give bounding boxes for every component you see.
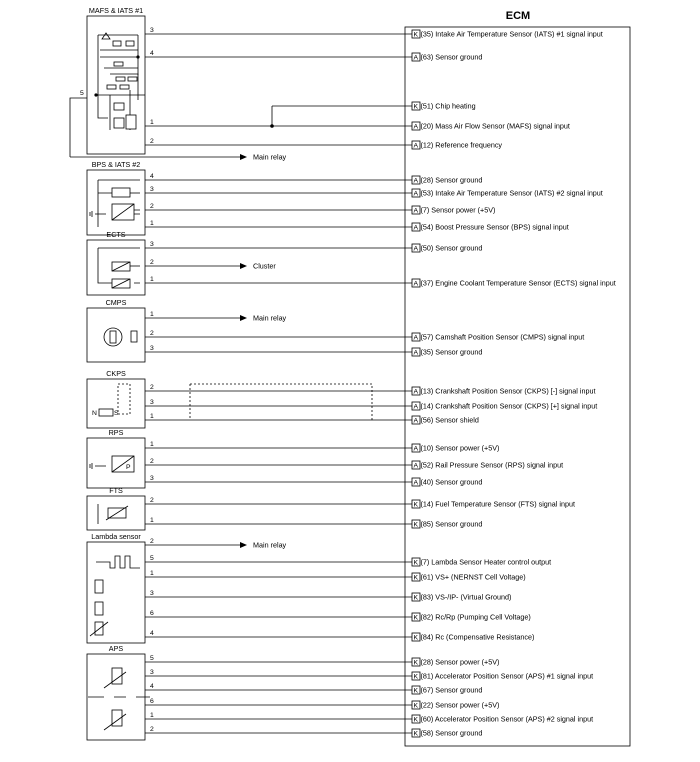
cmps-pin-3: 3 (150, 345, 154, 352)
lambda-pin-type: K (413, 574, 419, 582)
fts-pin-type: K (413, 521, 419, 529)
ecm-title: ECM (505, 10, 531, 22)
bps-title: BPS & IATS #2 (91, 160, 141, 169)
ckps-pin-type: A (413, 403, 419, 411)
ckps-ecm-label: (14) Crankshaft Position Sensor (CKPS) [+] signal input (420, 401, 598, 411)
lambda-ecm-label: (7) Lambda Sensor Heater control output (420, 557, 552, 567)
ckps-title: CKPS (106, 369, 126, 378)
ckps-ecm-label: (56) Sensor shield (420, 415, 479, 425)
bps-pin-type: A (413, 190, 419, 198)
lambda-pin-3: 3 (150, 590, 154, 597)
lambda-title: Lambda sensor (91, 532, 141, 541)
rps-ecm-label: (52) Rail Pressure Sensor (RPS) signal input (420, 460, 564, 470)
ckps-pin-type: A (413, 417, 419, 425)
arrow-label: Main relay (253, 152, 287, 162)
bps-ecm-label: (28) Sensor ground (420, 175, 483, 185)
lambda-pin-2: 2 (150, 538, 154, 545)
aps-pin-type: K (413, 659, 419, 667)
aps-pin-type: K (413, 687, 419, 695)
cmps-pin-type: A (413, 334, 419, 342)
mafs-pin-4: 4 (150, 50, 154, 57)
mafs-pin-type: A (413, 54, 419, 62)
aps-pin-type: K (413, 702, 419, 710)
cmps-title: CMPS (105, 298, 127, 307)
lambda-pin-5: 5 (150, 555, 154, 562)
aps-pin-type: K (413, 716, 419, 724)
aps-pin-6: 6 (150, 698, 154, 705)
aps-ecm-label: (22) Sensor power (+5V) (420, 700, 500, 710)
lambda-pin-1: 1 (150, 570, 154, 577)
mafs-pin-type: K (413, 31, 419, 39)
aps-pin-2: 2 (150, 726, 154, 733)
cmps-pin-1: 1 (150, 311, 154, 318)
mafs-title: MAFS & IATS #1 (88, 6, 144, 15)
bps-pin-type: A (413, 177, 419, 185)
ects-ecm-label: (37) Engine Coolant Temperature Sensor (ECTS) signal input (420, 278, 616, 288)
ckps-n-mark: N (92, 410, 97, 417)
arrow-label: Cluster (253, 261, 276, 271)
cmps-ecm-label: (57) Camshaft Position Sensor (CMPS) signal input (420, 332, 585, 342)
rps-ecm-label: (40) Sensor ground (420, 477, 483, 487)
bps-pin-2: 2 (150, 203, 154, 210)
aps-pin-3: 3 (150, 669, 154, 676)
ckps-pin-2: 2 (150, 384, 154, 391)
aps-pin-4: 4 (150, 683, 154, 690)
rps-pin-3: 3 (150, 475, 154, 482)
lambda-pin-6: 6 (150, 610, 154, 617)
rps-pin-type: A (413, 462, 419, 470)
ects-pin-type: A (413, 280, 419, 288)
mafs-pin-2: 2 (150, 138, 154, 145)
cmps-ecm-label: (35) Sensor ground (420, 347, 483, 357)
lambda-ecm-label: (84) Rc (Compensative Resistance) (420, 632, 535, 642)
lambda-ecm-label: (61) VS+ (NERNST Cell Voltage) (420, 572, 526, 582)
bps-pin-4: 4 (150, 173, 154, 180)
ects-pin-type: A (413, 245, 419, 253)
lambda-pin-4: 4 (150, 630, 154, 637)
aps-ecm-label: (67) Sensor ground (420, 685, 483, 695)
aps-ecm-label: (81) Accelerator Position Sensor (APS) #1 signal input (420, 671, 594, 681)
ckps-ecm-label: (13) Crankshaft Position Sensor (CKPS) [-] signal input (420, 386, 596, 396)
lambda-pin-type: K (413, 559, 419, 567)
arrow-label: Main relay (253, 313, 287, 323)
fts-pin-2: 2 (150, 497, 154, 504)
aps-pin-type: K (413, 730, 419, 738)
bps-pin-type: A (413, 224, 419, 232)
rps-title: RPS (108, 428, 124, 437)
mafs-ecm-label: (35) Intake Air Temperature Sensor (IATS) #1 signal input (420, 29, 603, 39)
fts-title: FTS (109, 486, 123, 495)
mafs-pin-type: A (413, 123, 419, 131)
rps-pin-type: A (413, 445, 419, 453)
arrow-head-icon (240, 263, 247, 269)
chip-heating-ecm-label: (51) Chip heating (420, 101, 476, 111)
ckps-connector-box (87, 379, 145, 428)
junction-dot (270, 124, 274, 128)
bps-pin-type: A (413, 207, 419, 215)
bps-ecm-label: (54) Boost Pressure Sensor (BPS) signal input (420, 222, 569, 232)
ckps-pin-type: A (413, 388, 419, 396)
bps-pin-1: 1 (150, 220, 154, 227)
rps-pin-1: 1 (150, 441, 154, 448)
bps-ecm-label: (7) Sensor power (+5V) (420, 205, 496, 215)
fts-ecm-label: (14) Fuel Temperature Sensor (FTS) signal input (420, 499, 575, 509)
arrow-head-icon (240, 315, 247, 321)
ckps-s-mark: S (114, 410, 119, 417)
ects-pin-3: 3 (150, 241, 154, 248)
lambda-ecm-label: (83) VS-/IP- (Virtual Ground) (420, 592, 512, 602)
arrow-head-icon (240, 542, 247, 548)
cmps-pin-type: A (413, 349, 419, 357)
fts-ecm-label: (85) Sensor ground (420, 519, 483, 529)
aps-ecm-label: (58) Sensor ground (420, 728, 483, 738)
mafs-pin-3: 3 (150, 27, 154, 34)
mafs-ecm-label: (20) Mass Air Flow Sensor (MAFS) signal input (420, 121, 570, 131)
cmps-pin-2: 2 (150, 330, 154, 337)
bps-ecm-label: (53) Intake Air Temperature Sensor (IATS) #2 signal input (420, 188, 603, 198)
rps-pin-type: A (413, 479, 419, 487)
ects-ecm-label: (50) Sensor ground (420, 243, 483, 253)
aps-pin-5: 5 (150, 655, 154, 662)
rps-ecm-label: (10) Sensor power (+5V) (420, 443, 500, 453)
aps-ecm-label: (28) Sensor power (+5V) (420, 657, 500, 667)
lambda-pin-type: K (413, 614, 419, 622)
mafs-pin-5: 5 (80, 90, 84, 97)
aps-ecm-label: (60) Accelerator Position Sensor (APS) #2 signal input (420, 714, 594, 724)
aps-pin-1: 1 (150, 712, 154, 719)
chip-heating-pin-type: K (413, 103, 419, 111)
mafs-ecm-label: (12) Reference frequency (420, 140, 503, 150)
ects-title: ECTS (106, 230, 126, 239)
lambda-pin-type: K (413, 634, 419, 642)
lambda-ecm-label: (82) Rc/Rp (Pumping Cell Voltage) (420, 612, 531, 622)
fts-pin-type: K (413, 501, 419, 509)
ckps-pin-1: 1 (150, 413, 154, 420)
aps-title: APS (108, 644, 124, 653)
arrow-label: Main relay (253, 540, 287, 550)
lambda-pin-type: K (413, 594, 419, 602)
ckps-pin-3: 3 (150, 399, 154, 406)
rps-pin-2: 2 (150, 458, 154, 465)
mafs-pin-1: 1 (150, 119, 154, 126)
mafs-ecm-label: (63) Sensor ground (420, 52, 483, 62)
mafs-pin-type: A (413, 142, 419, 150)
ects-pin-1: 1 (150, 276, 154, 283)
rps-p-mark: P (126, 464, 131, 471)
fts-pin-1: 1 (150, 517, 154, 524)
aps-pin-type: K (413, 673, 419, 681)
ects-pin-2: 2 (150, 259, 154, 266)
bps-pin-3: 3 (150, 186, 154, 193)
arrow-head-icon (240, 154, 247, 160)
